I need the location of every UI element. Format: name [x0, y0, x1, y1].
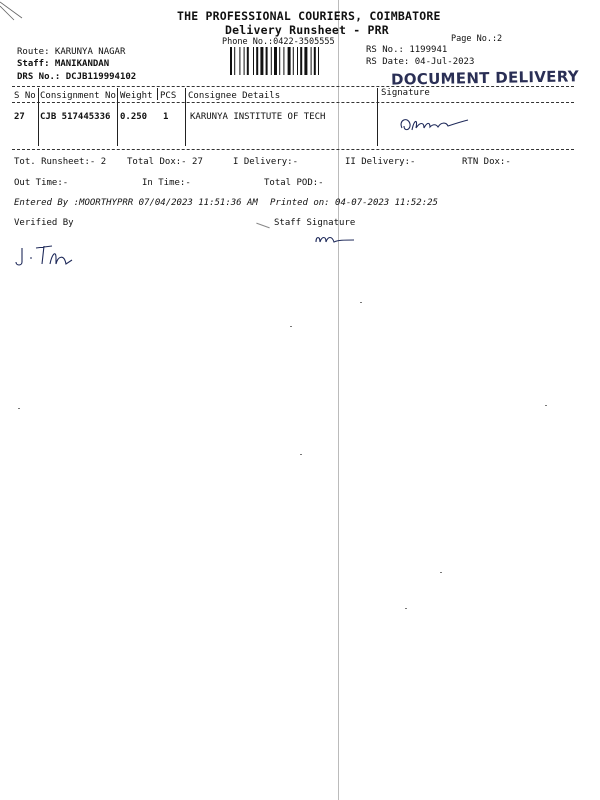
- col-header-consignee: Consignee Details: [188, 91, 281, 101]
- barcode: [230, 47, 362, 75]
- scan-speck: [545, 405, 547, 406]
- barcode-bar: [318, 47, 319, 75]
- row-consignment: CJB 517445336: [40, 112, 111, 122]
- barcode-bar: [253, 47, 254, 75]
- barcode-bar: [288, 47, 291, 75]
- barcode-bar: [314, 47, 316, 75]
- scan-speck: [18, 408, 20, 409]
- table-bottom-rule: [12, 149, 574, 150]
- verifier-signature: [12, 242, 82, 270]
- route-label: Route: KARUNYA NAGAR: [17, 47, 126, 57]
- barcode-bar: [244, 47, 245, 75]
- rtn-dox: RTN Dox:-: [462, 157, 511, 167]
- table-top-rule: [12, 86, 574, 87]
- column-divider: [38, 88, 39, 146]
- scan-speck: [300, 454, 302, 455]
- col-header-signature: Signature: [381, 88, 430, 98]
- barcode-bar: [297, 47, 298, 75]
- phone-number: Phone No.:0422-3505555: [222, 37, 335, 47]
- printed-on: Printed on: 04-07-2023 11:52:25: [270, 198, 438, 208]
- barcode-bar: [293, 47, 294, 75]
- col-header-sno: S No: [14, 91, 36, 101]
- row-pcs: 1: [163, 112, 169, 122]
- barcode-bar: [260, 47, 263, 75]
- barcode-bar: [239, 47, 240, 75]
- column-divider: [185, 88, 186, 146]
- recipient-signature: [396, 110, 476, 138]
- barcode-bar: [274, 47, 277, 75]
- i-delivery: I Delivery:-: [233, 157, 299, 167]
- col-header-consignment: Consignment No: [40, 91, 116, 101]
- page-number: Page No.:2: [451, 34, 503, 44]
- total-dox: Total Dox:- 27: [127, 157, 203, 167]
- scan-speck: [405, 608, 407, 609]
- barcode-bar: [311, 47, 312, 75]
- column-divider: [157, 88, 158, 100]
- scan-speck: [440, 572, 442, 573]
- row-weight: 0.250: [120, 112, 148, 122]
- ii-delivery: II Delivery:-: [345, 157, 416, 167]
- scan-speck: [360, 302, 362, 303]
- barcode-bar: [230, 47, 232, 75]
- folded-corner-mark: [0, 0, 26, 22]
- staff-label: Staff: MANIKANDAN: [17, 59, 110, 69]
- barcode-bar: [271, 47, 272, 75]
- barcode-bar: [247, 47, 249, 75]
- column-divider: [377, 88, 378, 146]
- total-pod: Total POD:-: [264, 178, 324, 188]
- rs-number: RS No.: 1199941: [366, 45, 448, 55]
- tot-runsheet: Tot. Runsheet:- 2: [14, 157, 107, 167]
- column-divider: [117, 88, 118, 146]
- in-time: In Time:-: [142, 178, 191, 188]
- row-sno: 27: [14, 112, 25, 122]
- document-title: Delivery Runsheet - PRR: [225, 23, 389, 37]
- staff-signature: [312, 230, 358, 250]
- barcode-bar: [283, 47, 284, 75]
- document-delivery-stamp: DOCUMENT DELIVERY: [390, 67, 580, 89]
- barcode-bar: [300, 47, 302, 75]
- staff-signature-label: Staff Signature: [274, 218, 356, 228]
- pen-stroke: [256, 223, 269, 229]
- drs-number: DRS No.: DCJB119994102: [17, 72, 137, 82]
- barcode-bar: [266, 47, 268, 75]
- barcode-bar: [304, 47, 307, 75]
- table-header-rule: [12, 102, 574, 103]
- scan-line: [338, 0, 339, 800]
- rs-date: RS Date: 04-Jul-2023: [366, 57, 475, 67]
- barcode-bar: [279, 47, 280, 75]
- row-consignee: KARUNYA INSTITUTE OF TECH: [190, 112, 326, 122]
- verified-by-label: Verified By: [14, 218, 74, 228]
- out-time: Out Time:-: [14, 178, 69, 188]
- col-header-pcs: PCS: [160, 91, 177, 101]
- col-header-weight: Weight: [120, 91, 153, 101]
- company-name: THE PROFESSIONAL COURIERS, COIMBATORE: [177, 9, 441, 23]
- scan-speck: [290, 326, 292, 327]
- barcode-bar: [256, 47, 258, 75]
- barcode-bar: [234, 47, 235, 75]
- entered-by: Entered By :MOORTHYPRR 07/04/2023 11:51:36 AM: [14, 198, 258, 208]
